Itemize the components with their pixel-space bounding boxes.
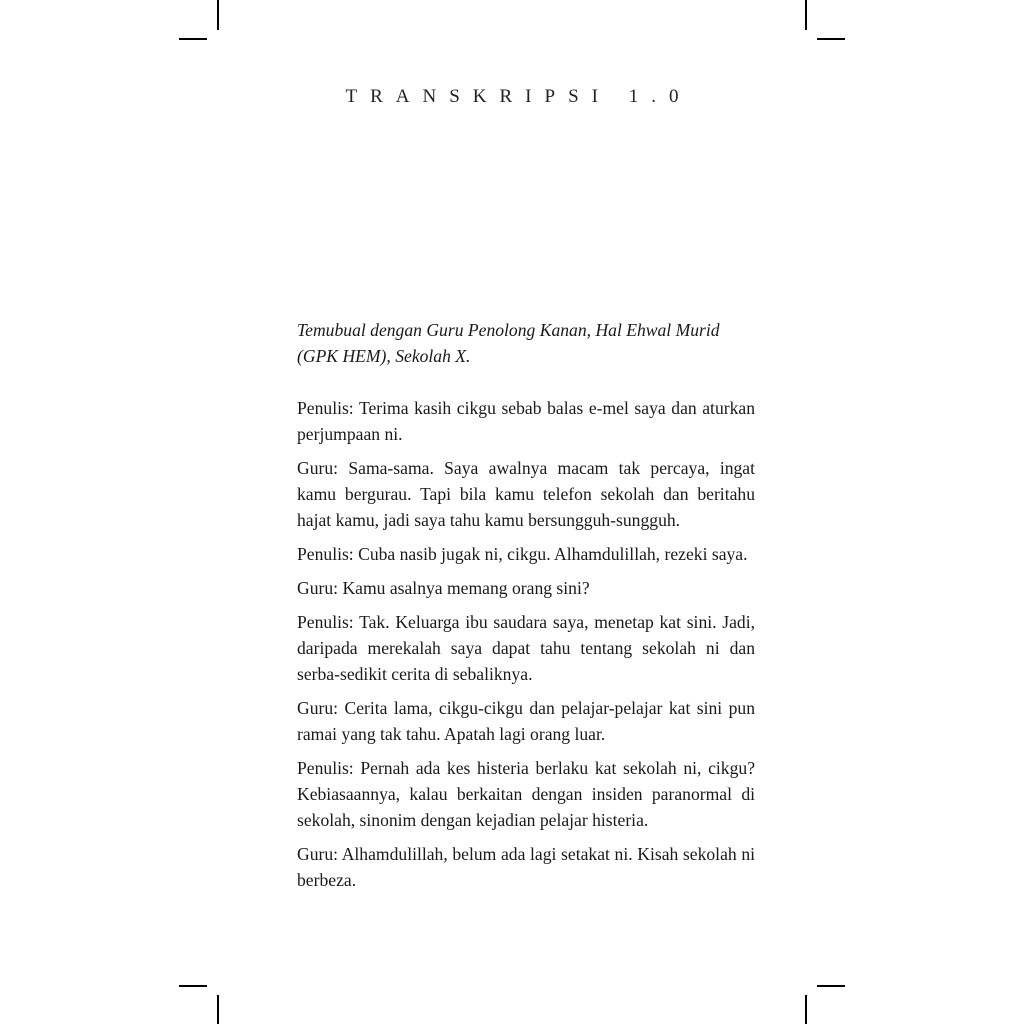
crop-mark-top-right-vertical <box>805 0 807 30</box>
dialogue-paragraph: Guru: Sama-sama. Saya awalnya macam tak percaya, ingat kamu bergurau. Tapi bila kamu telefon sekolah dan beritahu hajat kamu, jadi saya tahu kamu bersungguh-sungguh. <box>297 458 755 530</box>
dialogue-paragraph: Penulis: Tak. Keluarga ibu saudara saya, menetap kat sini. Jadi, daripada merekalah saya dapat tahu tentang sekolah ni dan serba-sedikit cerita di sebaliknya. <box>297 612 755 684</box>
interview-subtitle: Temubual dengan Guru Penolong Kanan, Hal Ehwal Murid (GPK HEM), Sekolah X. <box>297 320 720 366</box>
running-head: TRANSKRIPSI 1.0 <box>345 86 692 107</box>
crop-mark-bottom-right-vertical <box>805 995 807 1024</box>
crop-mark-bottom-right-horizontal <box>817 985 845 987</box>
crop-mark-top-right-horizontal <box>817 38 845 40</box>
dialogue-paragraph: Penulis: Pernah ada kes histeria berlaku kat sekolah ni, cikgu? Kebiasaannya, kalau berkaitan dengan insiden paranormal di sekolah, sinonim dengan kejadian pelajar histeria. <box>297 758 755 830</box>
crop-mark-top-left-vertical <box>217 0 219 30</box>
dialogue-paragraph: Penulis: Terima kasih cikgu sebab balas e-mel saya dan aturkan perjumpaan ni. <box>297 398 755 444</box>
dialogue-paragraph: Penulis: Cuba nasib jugak ni, cikgu. Alhamdulillah, rezeki saya. <box>297 544 748 564</box>
dialogue-paragraph: Guru: Alhamdulillah, belum ada lagi setakat ni. Kisah sekolah ni berbeza. <box>297 844 755 890</box>
dialogue-paragraph: Guru: Cerita lama, cikgu-cikgu dan pelajar-pelajar kat sini pun ramai yang tak tahu. Apatah lagi orang luar. <box>297 698 755 744</box>
crop-mark-bottom-left-vertical <box>217 995 219 1024</box>
dialogue-paragraph: Guru: Kamu asalnya memang orang sini? <box>297 578 590 598</box>
crop-mark-bottom-left-horizontal <box>179 985 207 987</box>
crop-mark-top-left-horizontal <box>179 38 207 40</box>
page-body <box>297 317 755 901</box>
